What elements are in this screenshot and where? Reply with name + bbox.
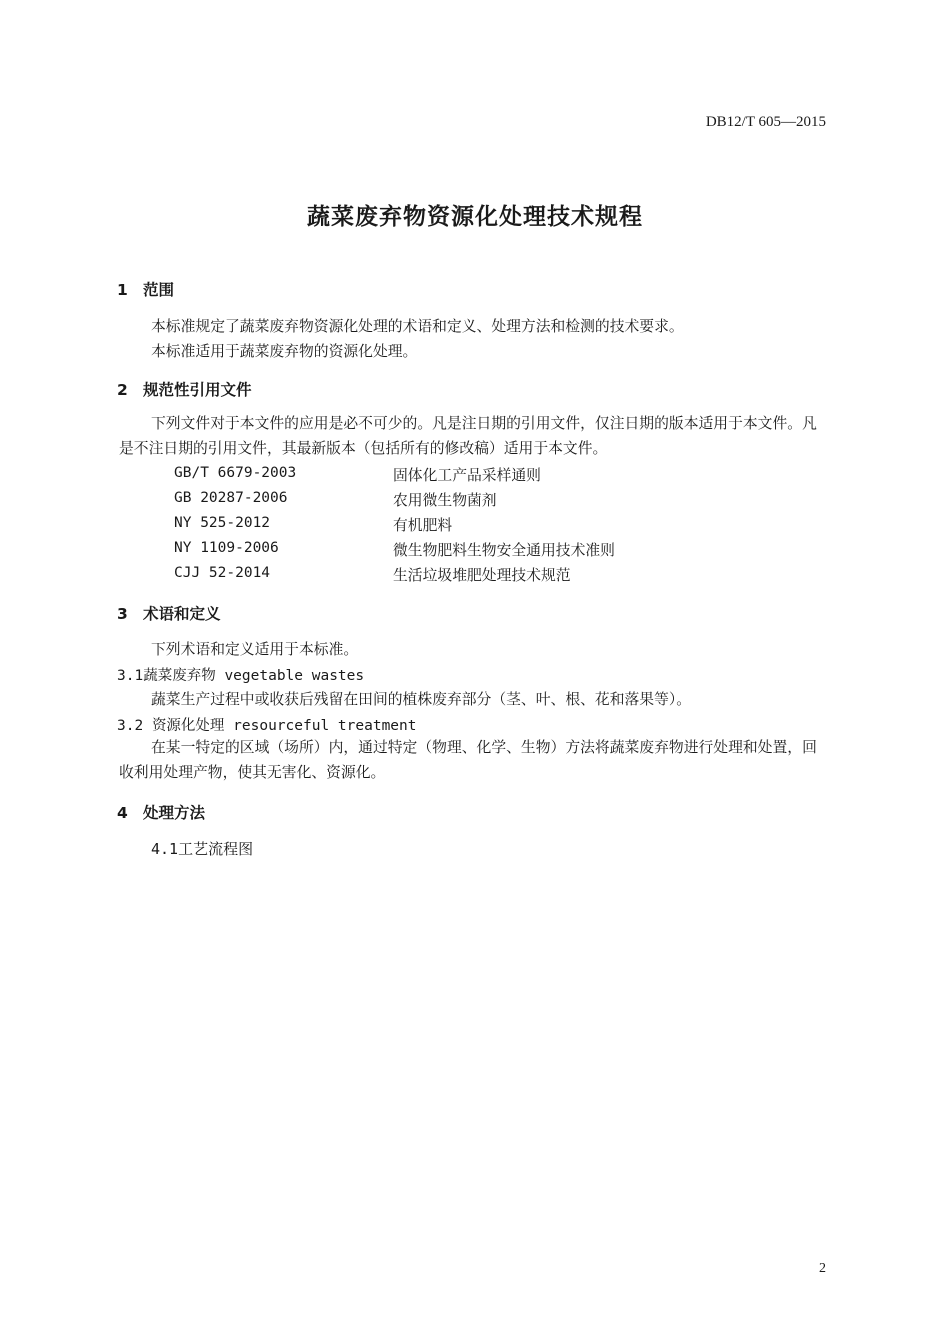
reference-name: 农用微生物菌剂 bbox=[393, 492, 497, 509]
term-chinese: 蔬菜废弃物 bbox=[143, 668, 216, 684]
reference-code: CJJ 52-2014 bbox=[174, 565, 271, 581]
reference-name: 微生物肥料生物安全通用技术准则 bbox=[393, 542, 615, 559]
section-title: 处理方法 bbox=[143, 804, 206, 822]
section-heading-scope bbox=[117, 278, 174, 300]
term-number: 3.1 bbox=[117, 668, 144, 684]
reference-code: NY 525-2012 bbox=[174, 515, 271, 531]
section-number: 1 bbox=[117, 281, 128, 299]
section-number: 4 bbox=[117, 804, 128, 822]
reference-code: GB 20287-2006 bbox=[174, 490, 288, 506]
reference-code: NY 1109-2006 bbox=[174, 540, 279, 556]
figure-caption: 4.1工艺流程图 bbox=[151, 840, 254, 858]
reference-name: 生活垃圾堆肥处理技术规范 bbox=[393, 567, 571, 584]
term-definition: 蔬菜生产过程中或收获后残留在田间的植株废弃部分（茎、叶、根、花和落果等）。 bbox=[151, 691, 692, 708]
document-title: 蔬菜废弃物资源化处理技术规程 bbox=[307, 204, 643, 230]
section-heading-methods bbox=[117, 801, 205, 823]
term-definition: 在某一特定的区域（场所）内，通过特定（物理、化学、生物）方法将蔬菜废弃物进行处理和处置，回收利用处理产物，使其无害化、资源化。 bbox=[119, 739, 817, 781]
term-english: resourceful treatment bbox=[233, 718, 417, 734]
reference-code: GB/T 6679-2003 bbox=[174, 465, 297, 481]
section-title: 规范性引用文件 bbox=[143, 381, 252, 399]
term-heading bbox=[117, 714, 417, 735]
section-title: 范围 bbox=[143, 281, 175, 299]
section-number: 3 bbox=[117, 605, 128, 623]
term-chinese: 资源化处理 bbox=[151, 718, 225, 734]
term-number: 3.2 bbox=[117, 718, 144, 734]
reference-name: 有机肥料 bbox=[393, 517, 453, 534]
paragraph: 下列文件对于本文件的应用是必不可少的。凡是注日期的引用文件，仅注日期的版本适用于本文件。凡是不注日期的引用文件，其最新版本（包括所有的修改稿）适用于本文件。 bbox=[119, 415, 817, 457]
page-number: 2 bbox=[819, 1261, 826, 1276]
paragraph: 本标准规定了蔬菜废弃物资源化处理的术语和定义、处理方法和检测的技术要求。 bbox=[151, 318, 684, 335]
section-number: 2 bbox=[117, 381, 128, 399]
reference-name: 固体化工产品采样通则 bbox=[393, 467, 541, 484]
section-heading-normative-references bbox=[117, 378, 252, 400]
section-heading-terms bbox=[117, 602, 221, 624]
section-title: 术语和定义 bbox=[143, 605, 221, 623]
standard-number: DB12/T 605—2015 bbox=[705, 114, 826, 130]
term-english: vegetable wastes bbox=[224, 668, 365, 684]
term-heading bbox=[117, 664, 364, 685]
paragraph: 下列术语和定义适用于本标准。 bbox=[151, 641, 359, 658]
paragraph: 本标准适用于蔬菜废弃物的资源化处理。 bbox=[151, 343, 418, 360]
